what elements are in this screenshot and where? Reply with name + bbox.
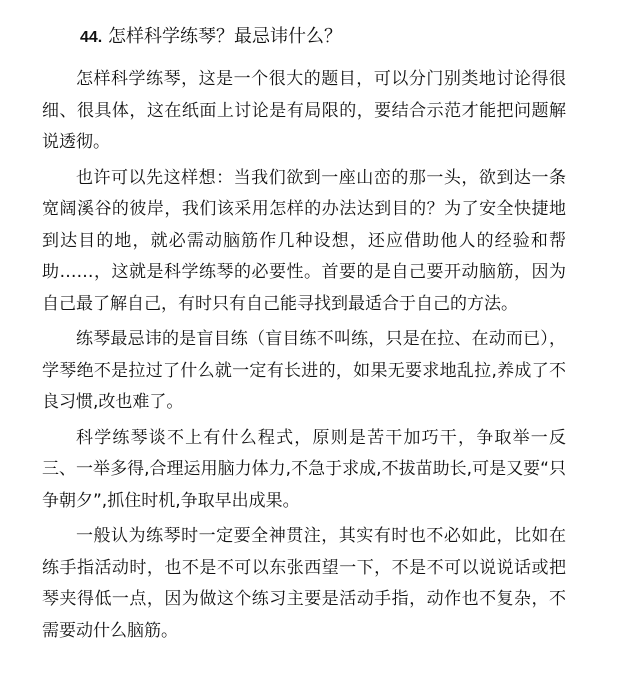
- paragraph-2: 也许可以先这样想：当我们欲到一座山峦的那一头，欲到达一条宽阔溪谷的彼岸，我们该采用怎样的办法达到目的？为了安全快捷地到达目的地，就必需动脑筋作几种设想，还应借助他人的经验和帮助……，这就是科学练琴的必要性。首要的是自己要开动脑筋，因为自己最了解自己，有时只有自己能寻找到最适合于自己的方法。: [42, 167, 566, 314]
- paragraph-5: 一般认为练琴时一定要全神贯注，其实有时也不必如此，比如在练手指活动时，也不是不可以东张西望一下，不是不可以说说话或把琴夹得低一点，因为做这个练习主要是活动手指，动作也不复杂，不需要动什么脑筋。: [42, 526, 566, 641]
- paragraph-1: 怎样科学练琴，这是一个很大的题目，可以分门别类地讨论得很细、很具体，这在纸面上讨论是有局限的，要结合示范才能把问题解说透彻。: [42, 69, 566, 152]
- section-number: 44.: [80, 29, 103, 46]
- section-heading: [80, 24, 342, 51]
- paragraph-3: 练琴最忌讳的是盲目练（盲目练不叫练，只是在拉、在动而已），学琴绝不是拉过了什么就一定有长进的，如果无要求地乱拉,养成了不良习惯,改也难了。: [42, 329, 566, 412]
- paragraph-4: 科学练琴谈不上有什么程式，原则是苦干加巧干，争取举一反三、一举多得,合理运用脑力体力,不急于求成,不拔苗助长,可是又要“只争朝夕”,抓住时机,争取早出成果。: [42, 427, 566, 511]
- section-title: 怎样科学练琴？最忌讳什么？: [107, 26, 342, 47]
- body-text: [42, 64, 566, 651]
